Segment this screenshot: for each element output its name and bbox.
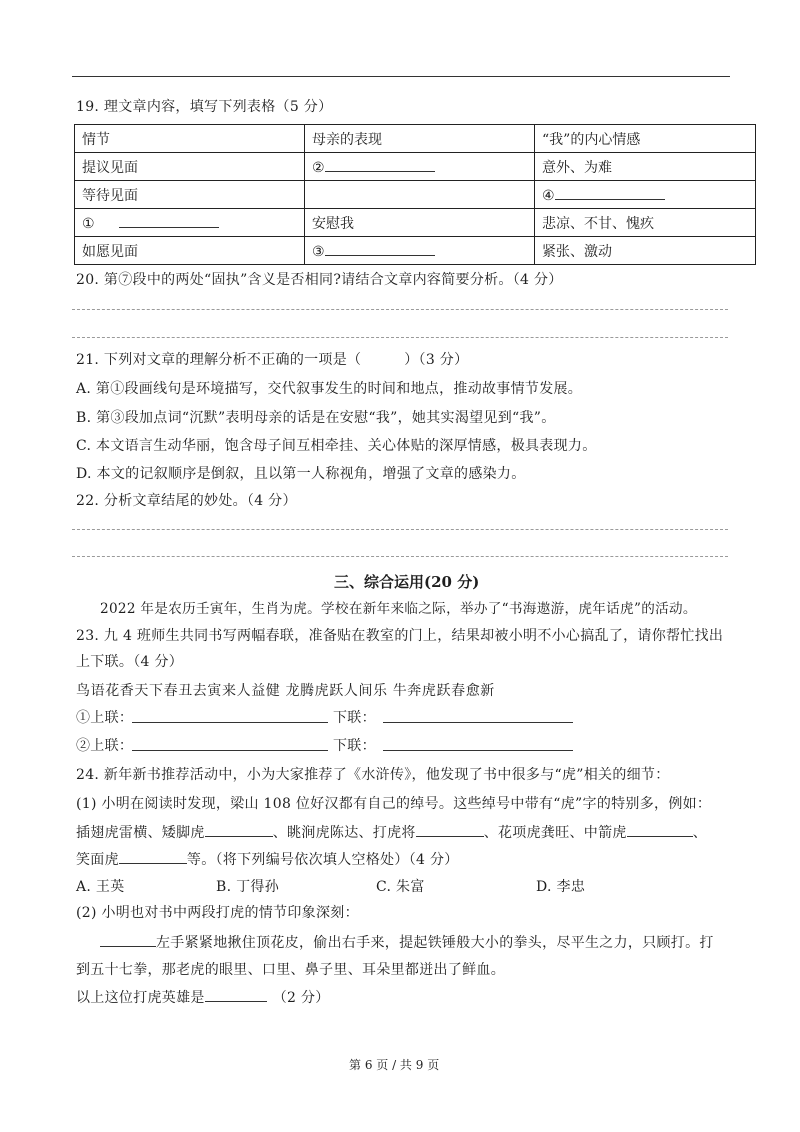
question-20-prompt: 20. 第⑦段中的两处“固执”含义是否相同?请结合文章内容简要分析。（4 分） <box>76 272 563 288</box>
excerpt-line <box>100 932 714 953</box>
table-cell-blank[interactable]: ② <box>305 153 535 181</box>
section-intro: 2022 年是农历壬寅年，生肖为虎。学校在新年来临之际，举办了“书海遨游，虎年话虎”的活动。 <box>100 601 697 617</box>
table-cell: 提议见面 <box>75 153 305 181</box>
option-c[interactable]: C. 本文语言生动华丽，饱含母子间互相牵挂、关心体贴的深厚情感，极具表现力。 <box>76 438 597 454</box>
table-header: “我”的内心情感 <box>535 125 756 153</box>
option-a[interactable]: A. 第①段画线句是环境描写，交代叙事发生的时间和地点，推动故事情节发展。 <box>76 381 583 397</box>
couplet-1-upper-blank[interactable] <box>132 708 328 723</box>
table-cell: 紧张、激动 <box>535 237 756 265</box>
answer-line[interactable] <box>72 337 728 338</box>
question-23-prompt: 23. 九 4 班师生共同书写两幅春联，准备贴在教室的门上，结果却被小明不小心搞乱了，请你帮忙找出 <box>76 628 724 644</box>
table-cell: 如愿见面 <box>75 237 305 265</box>
answer-line[interactable] <box>72 309 728 310</box>
nickname-blank[interactable] <box>627 822 693 837</box>
hero-answer-blank[interactable] <box>205 987 267 1002</box>
nickname-text: 笑面虎 <box>76 852 119 868</box>
couplet-1-upper-label: ①上联： <box>76 710 134 726</box>
nickname-text: 、 <box>692 825 708 841</box>
nickname-blank[interactable] <box>119 849 187 864</box>
question-24-part2-prompt: (2) 小明也对书中两段打虎的情节印象深刻： <box>76 905 359 921</box>
answer-line[interactable] <box>72 529 728 530</box>
table-row <box>75 209 756 237</box>
table-header: 情节 <box>75 125 305 153</box>
question-22-prompt: 22. 分析文章结尾的妙处。（4 分） <box>76 493 297 509</box>
couplet-1-lower-blank[interactable] <box>383 708 573 723</box>
table-cell: 等待见面 <box>75 181 305 209</box>
answer-line[interactable] <box>72 556 728 557</box>
hero-blank[interactable] <box>100 932 156 947</box>
couplet-2-upper-label: ②上联： <box>76 738 134 754</box>
nickname-line <box>76 822 707 843</box>
table-header-row <box>75 125 756 153</box>
question-23-prompt-cont: 上下联。（4 分） <box>76 654 184 670</box>
page-footer: 第 6 页 / 共 9 页 <box>349 1058 440 1072</box>
question-21-prompt: 21. 下列对文章的理解分析不正确的一项是（ ）（3 分） <box>76 352 469 368</box>
option-d[interactable]: D. 李忠 <box>536 879 586 895</box>
question-24-prompt: 24. 新年新书推荐活动中，小为大家推荐了《水浒传》，他发现了书中很多与“虎”相关的细节： <box>76 767 670 783</box>
section-title: 三、综合运用(20 分) <box>334 573 480 591</box>
nickname-blank[interactable] <box>416 822 484 837</box>
table-row <box>75 153 756 181</box>
nickname-text: 等。（将下列编号依次填人空格处）（4 分） <box>186 852 459 868</box>
question-19-table <box>74 124 756 265</box>
table-cell-blank[interactable]: ① <box>75 209 305 237</box>
excerpt-text: 左手紧紧地揪住顶花皮，偷出右手来，提起铁锤般大小的拳头，尽平生之力，只顾打。打 <box>156 935 714 951</box>
table-row <box>75 181 756 209</box>
nickname-text: 、眺涧虎陈达、打虎将 <box>272 825 416 841</box>
table-header: 母亲的表现 <box>305 125 535 153</box>
option-d[interactable]: D. 本文的记叙顺序是倒叙，且以第一人称视角，增强了文章的感染力。 <box>76 466 526 482</box>
table-cell-blank[interactable]: ③ <box>305 237 535 265</box>
nickname-text: 插翅虎雷横、矮脚虎 <box>76 825 205 841</box>
table-cell <box>305 181 535 209</box>
hero-answer-text: 以上这位打虎英雄是 <box>76 990 205 1006</box>
table-row <box>75 237 756 265</box>
table-cell: 意外、为难 <box>535 153 756 181</box>
hero-answer-line <box>76 987 330 1008</box>
hero-answer-points: （2 分） <box>272 990 330 1006</box>
couplet-2-lower-blank[interactable] <box>383 736 573 751</box>
nickname-line <box>76 849 459 870</box>
question-19-prompt: 19. 理文章内容，填写下列表格（5 分） <box>76 99 333 115</box>
table-cell: 悲凉、不甘、愧疚 <box>535 209 756 237</box>
option-a[interactable]: A. 王英 <box>76 879 125 895</box>
nickname-blank[interactable] <box>205 822 273 837</box>
couplet-2-upper-blank[interactable] <box>132 736 328 751</box>
option-c[interactable]: C. 朱富 <box>376 879 425 895</box>
couplet-1-lower-label: 下联： <box>333 710 376 726</box>
excerpt-line: 到五十七拳，那老虎的眼里、口里、鼻子里、耳朵里都迸出了鲜血。 <box>76 962 505 978</box>
table-cell-blank[interactable]: ④ <box>535 181 756 209</box>
table-cell: 安慰我 <box>305 209 535 237</box>
question-24-part1-prompt: (1) 小明在阅读时发现，梁山 108 位好汉都有自己的绰号。这些绰号中带有“虎”字的特别多，例如： <box>76 796 712 812</box>
scrambled-couplets: 鸟语花香天下春丑去寅来人益健 龙腾虎跃人间乐 牛奔虎跃春愈新 <box>76 683 495 699</box>
option-b[interactable]: B. 第③段加点词“沉默”表明母亲的话是在安慰“我”，她其实渴望见到“我”。 <box>76 410 556 426</box>
nickname-text: 、花项虎龚旺、中箭虎 <box>483 825 627 841</box>
couplet-2-lower-label: 下联： <box>333 738 376 754</box>
header-rule <box>72 76 730 77</box>
option-b[interactable]: B. 丁得孙 <box>216 879 279 895</box>
